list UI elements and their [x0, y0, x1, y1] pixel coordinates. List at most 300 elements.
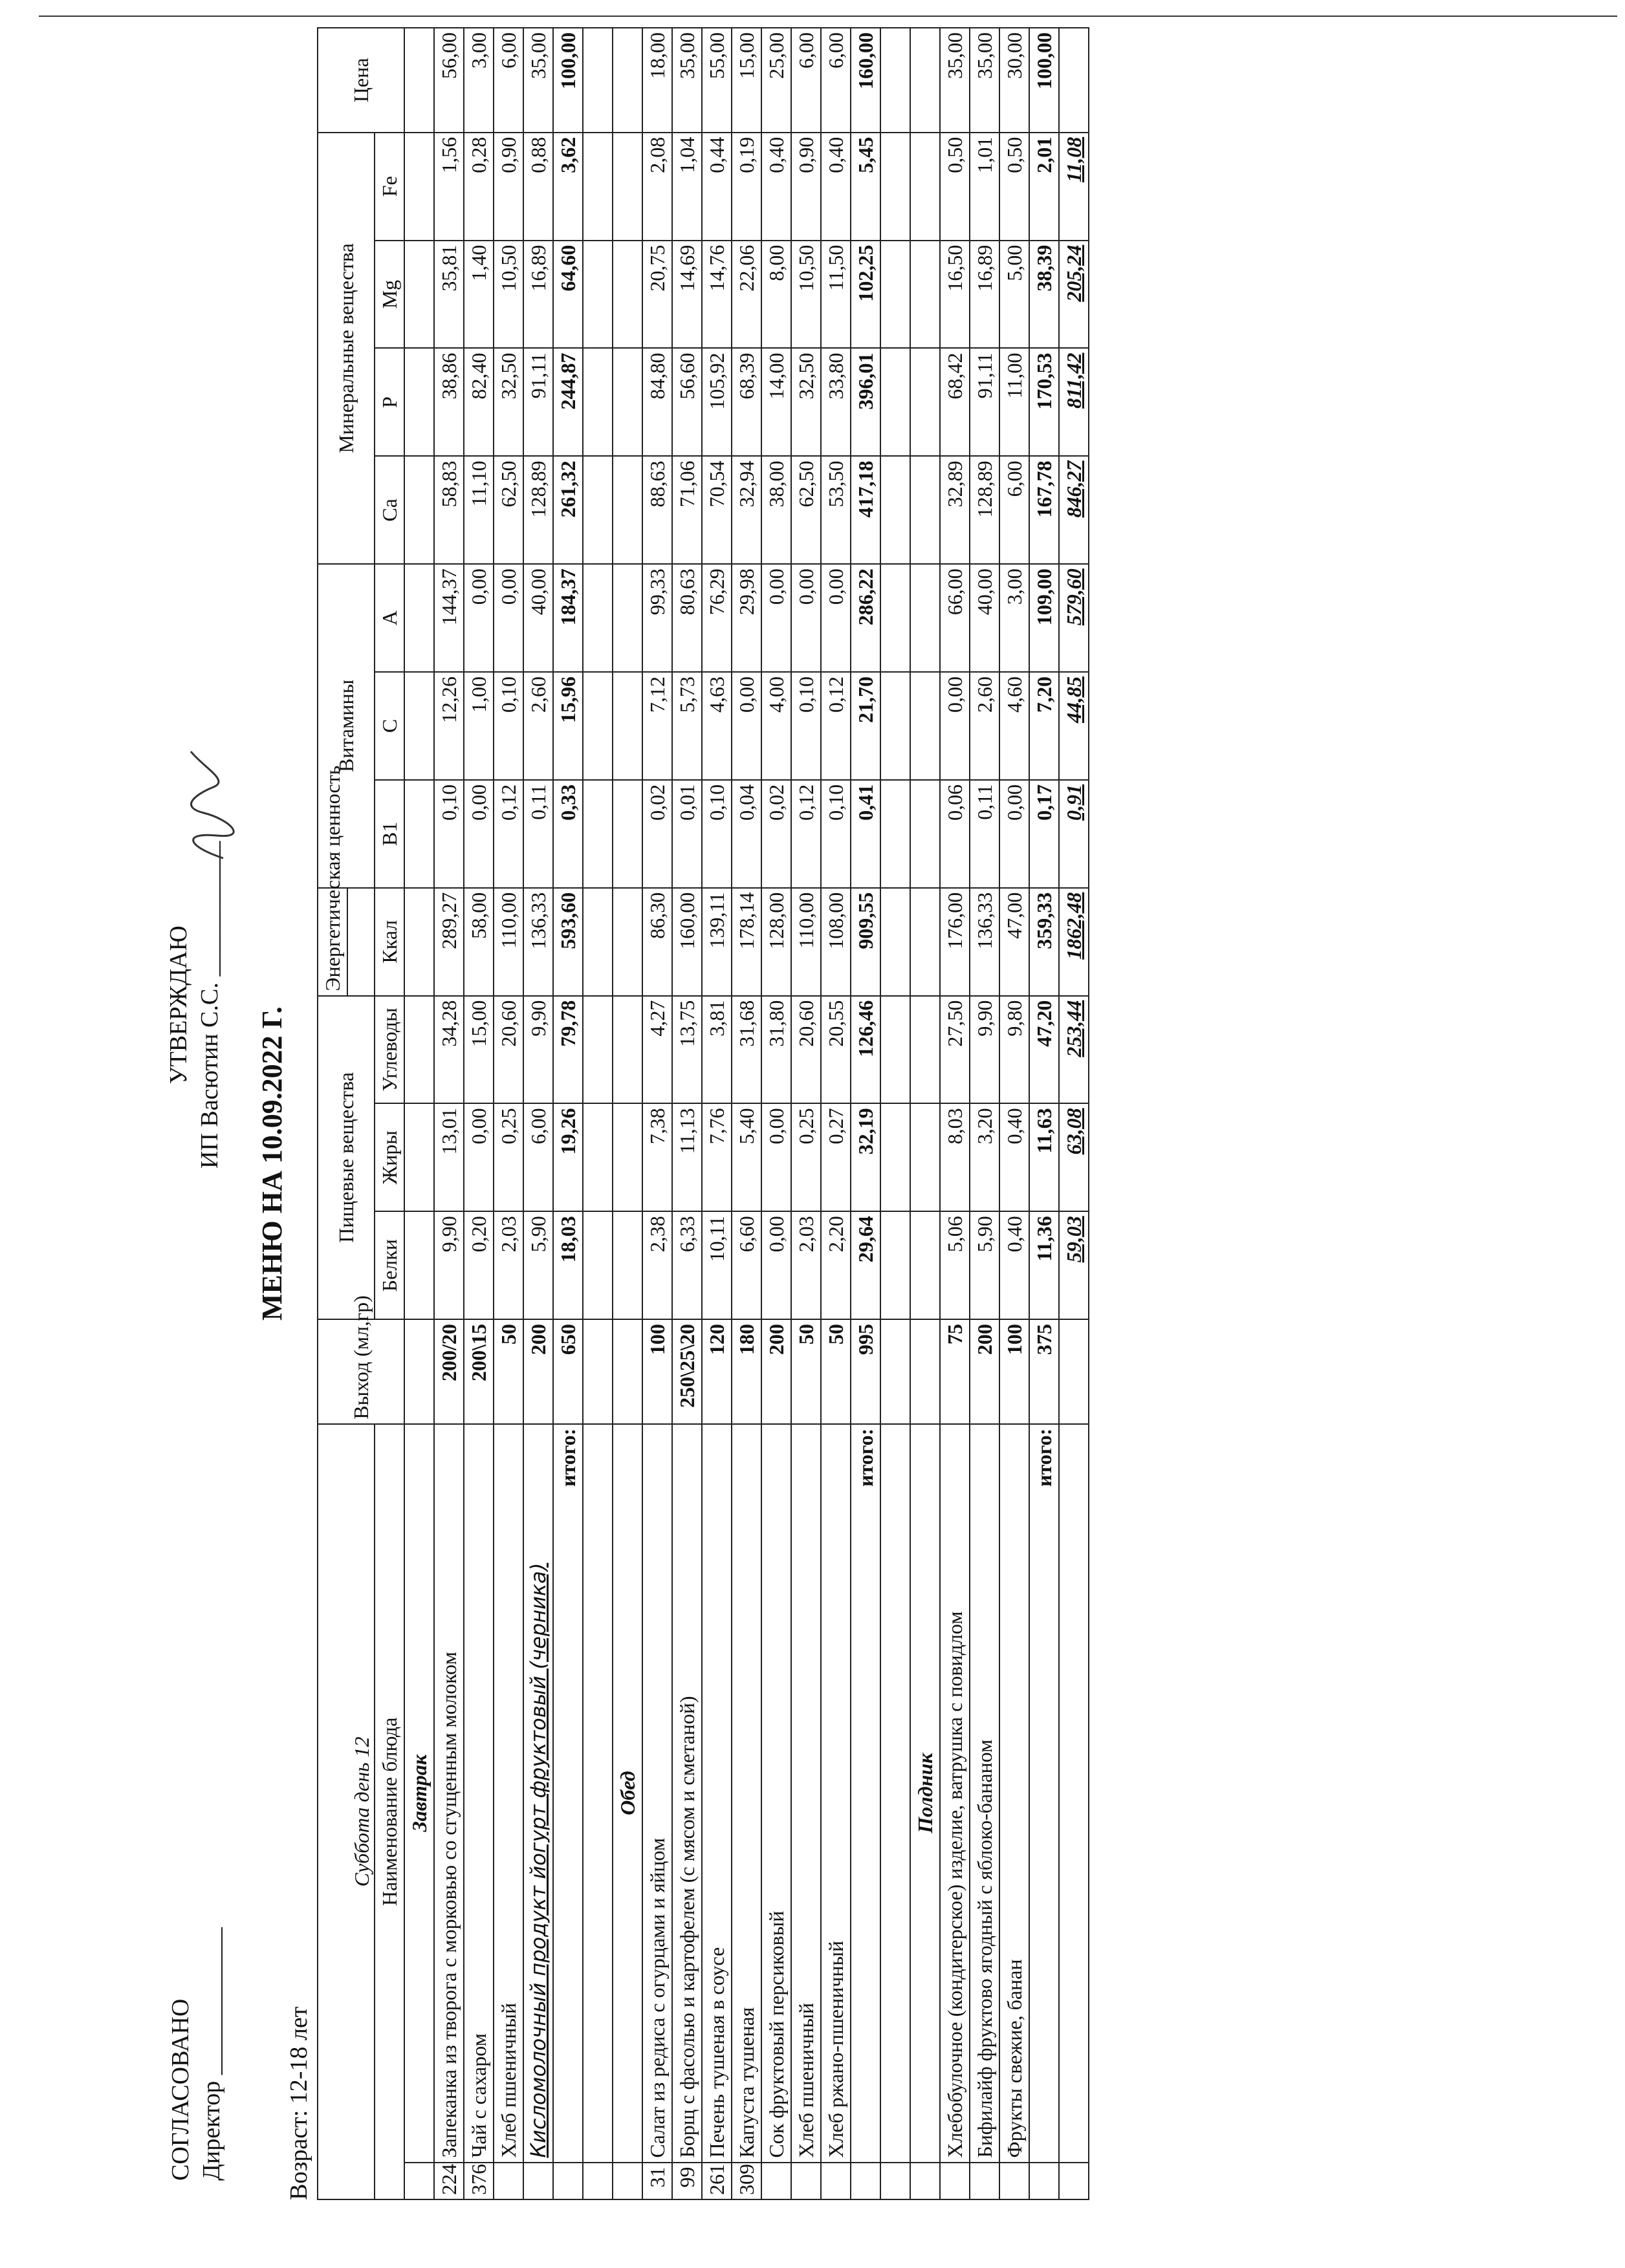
dish-value: 66,00 [940, 564, 970, 672]
empty-cell [583, 133, 613, 241]
empty-cell [910, 1103, 940, 1211]
dish-value: 1,40 [464, 241, 494, 349]
dish-value: 27,50 [940, 996, 970, 1104]
total-yield: 995 [851, 1319, 880, 1424]
dish-value: 0,00 [494, 564, 523, 672]
dish-value: 178,14 [732, 888, 761, 996]
dish-value: 4,27 [642, 996, 672, 1104]
dish-value: 1,01 [970, 133, 999, 241]
dish-name: Хлеб пшеничный [791, 1424, 821, 2163]
dish-value: 10,50 [791, 241, 821, 349]
total-row [851, 28, 880, 2199]
grand-total-value: 63,08 [1059, 1103, 1089, 1211]
dish-value: 0,10 [494, 672, 523, 780]
dish-value: 88,63 [642, 456, 672, 564]
empty-cell [583, 888, 613, 996]
dish-value: 9,90 [523, 996, 553, 1104]
dish-name: Хлеб ржано-пшеничный [821, 1424, 851, 2163]
dish-code [761, 2163, 791, 2199]
dish-value: 14,00 [761, 348, 791, 456]
dish-row [434, 28, 464, 2199]
empty-cell [880, 456, 910, 564]
dish-value: 8,03 [940, 1103, 970, 1211]
dish-value: 31,80 [761, 996, 791, 1104]
dish-yield: 200/20 [434, 1319, 464, 1424]
dish-value: 0,50 [999, 133, 1029, 241]
group-minerals: Минеральные вещества [318, 133, 375, 564]
director-label: Директор ____________ [198, 1927, 225, 2181]
dish-value: 25,00 [761, 28, 791, 133]
dish-value: 0,90 [791, 133, 821, 241]
dish-value: 0,88 [523, 133, 553, 241]
dish-value: 0,10 [791, 672, 821, 780]
dish-value: 0,04 [732, 780, 761, 888]
empty-cell [910, 564, 940, 672]
empty-cell [404, 672, 434, 780]
empty-cell [613, 672, 642, 780]
dish-value: 58,83 [434, 456, 464, 564]
col-kcal: Ккал [375, 888, 404, 996]
dish-value: 3,00 [999, 564, 1029, 672]
empty-cell [910, 28, 940, 133]
empty-cell [583, 348, 613, 456]
total-value: 11,36 [1029, 1211, 1059, 1319]
total-value: 11,63 [1029, 1103, 1059, 1211]
dish-value: 136,33 [970, 888, 999, 996]
dish-row [494, 28, 523, 2199]
dish-value: 13,75 [672, 996, 702, 1104]
empty-cell [880, 1319, 910, 1424]
dish-row [821, 28, 851, 2199]
dish-value: 16,50 [940, 241, 970, 349]
dish-value: 0,50 [940, 133, 970, 241]
dish-row [702, 28, 732, 2199]
dish-value: 71,06 [672, 456, 702, 564]
dish-code [494, 2163, 523, 2199]
dish-name: Бифилайф фруктово ягодный с яблоко-бананом [970, 1424, 999, 2163]
dish-value: 11,13 [672, 1103, 702, 1211]
dish-value: 91,11 [970, 348, 999, 456]
dish-value: 0,00 [464, 1103, 494, 1211]
empty-cell [910, 1319, 940, 1424]
empty-cell [880, 28, 910, 133]
dish-value: 0,00 [791, 564, 821, 672]
dish-value: 2,38 [642, 1211, 672, 1319]
dish-value: 105,92 [702, 348, 732, 456]
empty-cell [880, 564, 910, 672]
dish-value: 6,33 [672, 1211, 702, 1319]
grand-total-row [1059, 28, 1089, 2199]
total-value: 170,53 [1029, 348, 1059, 456]
dish-yield: 200 [523, 1319, 553, 1424]
total-value: 38,39 [1029, 241, 1059, 349]
total-row [553, 28, 583, 2199]
total-value: 21,70 [851, 672, 880, 780]
grand-total-value: 11,08 [1059, 133, 1089, 241]
dish-value: 32,94 [732, 456, 761, 564]
dish-value: 6,00 [821, 28, 851, 133]
empty-cell [880, 996, 910, 1104]
empty-cell [583, 1424, 613, 2163]
dish-value: 0,00 [940, 672, 970, 780]
empty-cell [613, 888, 642, 996]
empty-cell [880, 672, 910, 780]
dish-value: 10,50 [494, 241, 523, 349]
group-nutrients: Пищевые вещества [318, 996, 375, 1320]
dish-value: 35,81 [434, 241, 464, 349]
dish-value: 14,69 [672, 241, 702, 349]
total-label: итого: [1029, 1424, 1059, 2163]
grand-total-value: 846,27 [1059, 456, 1089, 564]
empty-cell [880, 888, 910, 996]
dish-value: 20,55 [821, 996, 851, 1104]
dish-value: 0,40 [999, 1103, 1029, 1211]
col-a: A [375, 564, 404, 672]
dish-value: 5,40 [732, 1103, 761, 1211]
dish-value: 5,06 [940, 1211, 970, 1319]
dish-value: 40,00 [970, 564, 999, 672]
total-yield: 375 [1029, 1319, 1059, 1424]
dish-value: 5,90 [523, 1211, 553, 1319]
dish-row [523, 28, 553, 2199]
group-energy: Энергетическая ценность [318, 888, 347, 996]
empty-cell [613, 1319, 642, 1424]
grand-total-value: 253,44 [1059, 996, 1089, 1104]
dish-value: 15,00 [464, 996, 494, 1104]
dish-value: 289,27 [434, 888, 464, 996]
dish-row [761, 28, 791, 2199]
code-cell [910, 2163, 940, 2199]
total-value: 126,46 [851, 996, 880, 1104]
total-value: 359,33 [1029, 888, 1059, 996]
dish-value: 9,90 [970, 996, 999, 1104]
empty-cell [583, 1103, 613, 1211]
dish-value: 86,30 [642, 888, 672, 996]
dish-value: 20,60 [494, 996, 523, 1104]
dish-yield: 180 [732, 1319, 761, 1424]
section-title: Полдник [910, 1424, 940, 2163]
dish-value: 0,12 [791, 780, 821, 888]
dish-row [999, 28, 1029, 2199]
dish-code: 261 [702, 2163, 732, 2199]
dish-value: 5,00 [999, 241, 1029, 349]
empty-cell [613, 348, 642, 456]
total-value: 32,19 [851, 1103, 880, 1211]
dish-value: 11,50 [821, 241, 851, 349]
total-value: 109,00 [1029, 564, 1059, 672]
dish-row [642, 28, 672, 2199]
dish-value: 0,27 [821, 1103, 851, 1211]
dish-value: 0,01 [672, 780, 702, 888]
dish-value: 136,33 [523, 888, 553, 996]
total-value: 2,01 [1029, 133, 1059, 241]
empty-cell [583, 28, 613, 133]
dish-value: 1,04 [672, 133, 702, 241]
dish-value: 0,28 [464, 133, 494, 241]
empty-cell [404, 888, 434, 996]
empty-cell [613, 564, 642, 672]
dish-value: 0,44 [702, 133, 732, 241]
dish-value: 3,20 [970, 1103, 999, 1211]
dish-value: 32,50 [791, 348, 821, 456]
section-title: Обед [613, 1424, 642, 2163]
dish-value: 7,38 [642, 1103, 672, 1211]
empty-cell [404, 996, 434, 1104]
code-cell [613, 2163, 642, 2199]
total-value: 0,33 [553, 780, 583, 888]
dish-value: 160,00 [672, 888, 702, 996]
dish-value: 33,80 [821, 348, 851, 456]
dish-row [970, 28, 999, 2199]
dish-value: 110,00 [791, 888, 821, 996]
dish-value: 91,11 [523, 348, 553, 456]
dish-value: 0,40 [999, 1211, 1029, 1319]
dish-value: 0,19 [732, 133, 761, 241]
empty-cell [1059, 28, 1089, 133]
empty-cell [880, 1103, 910, 1211]
empty-cell [583, 2163, 613, 2199]
section-row [910, 28, 940, 2199]
dish-value: 35,00 [970, 28, 999, 133]
dish-value: 5,73 [672, 672, 702, 780]
code-cell [553, 2163, 583, 2199]
empty-cell [404, 348, 434, 456]
dish-value: 6,00 [999, 456, 1029, 564]
empty-cell [613, 780, 642, 888]
day-label: Суббота день 12 [350, 1736, 373, 1887]
empty-cell [404, 564, 434, 672]
dish-value: 0,00 [464, 780, 494, 888]
empty-cell [1059, 1319, 1089, 1424]
dish-value: 35,00 [672, 28, 702, 133]
empty-cell [910, 888, 940, 996]
total-label: итого: [553, 1424, 583, 2163]
total-value: 79,78 [553, 996, 583, 1104]
dish-value: 128,89 [523, 456, 553, 564]
empty-cell [910, 133, 940, 241]
dish-value: 7,12 [642, 672, 672, 780]
dish-value: 55,00 [702, 28, 732, 133]
dish-value: 38,00 [761, 456, 791, 564]
total-value: 593,60 [553, 888, 583, 996]
grand-total-value: 44,85 [1059, 672, 1089, 780]
dish-value: 0,90 [494, 133, 523, 241]
dish-value: 4,63 [702, 672, 732, 780]
grand-total-value: 205,24 [1059, 241, 1089, 349]
dish-name: Печень тушеная в соусе [702, 1424, 732, 2163]
ip-label: ИП Васютин С.С. ___________ [196, 841, 223, 1169]
dish-value: 0,20 [464, 1211, 494, 1319]
dish-name: Запеканка из творога с морковью со сгущенным молоком [434, 1424, 464, 2163]
empty-cell [404, 241, 434, 349]
dish-value: 2,03 [494, 1211, 523, 1319]
dish-value: 99,33 [642, 564, 672, 672]
grand-total-value: 811,42 [1059, 348, 1089, 456]
dish-value: 35,00 [940, 28, 970, 133]
dish-yield: 200 [761, 1319, 791, 1424]
dish-value: 6,60 [732, 1211, 761, 1319]
menu-body [404, 28, 1089, 2199]
dish-value: 110,00 [494, 888, 523, 996]
empty-cell [613, 28, 642, 133]
dish-row [791, 28, 821, 2199]
menu-table [317, 27, 1089, 2200]
dish-code: 224 [434, 2163, 464, 2199]
group-vitamins: Витамины [318, 564, 375, 888]
empty-cell [910, 996, 940, 1104]
dish-row [732, 28, 761, 2199]
dish-value: 0,10 [434, 780, 464, 888]
dish-yield: 200\15 [464, 1319, 494, 1424]
col-ca: Ca [375, 456, 404, 564]
total-value: 0,17 [1029, 780, 1059, 888]
empty-cell [583, 564, 613, 672]
dish-yield: 75 [940, 1319, 970, 1424]
dish-value: 68,42 [940, 348, 970, 456]
dish-code: 309 [732, 2163, 761, 2199]
page-title: МЕНЮ НА 10.09.2022 Г. [256, 1006, 288, 1321]
empty-cell [583, 672, 613, 780]
total-value: 417,18 [851, 456, 880, 564]
empty-cell [910, 1211, 940, 1319]
total-value: 18,03 [553, 1211, 583, 1319]
dish-value: 0,12 [494, 780, 523, 888]
empty-cell [583, 1211, 613, 1319]
dish-yield: 50 [821, 1319, 851, 1424]
dish-name: Салат из редиса с огурцами и яйцом [642, 1424, 672, 2163]
dish-yield: 100 [999, 1319, 1029, 1424]
grand-total-value: 0,91 [1059, 780, 1089, 888]
col-price: Цена [318, 28, 404, 133]
dish-value: 3,81 [702, 996, 732, 1104]
dish-value: 10,11 [702, 1211, 732, 1319]
grand-total-value: 1862,48 [1059, 888, 1089, 996]
dish-value: 2,20 [821, 1211, 851, 1319]
dish-value: 1,56 [434, 133, 464, 241]
empty-cell [880, 2163, 910, 2199]
col-b1: B1 [375, 780, 404, 888]
dish-yield: 100 [642, 1319, 672, 1424]
dish-value: 139,11 [702, 888, 732, 996]
section-row [613, 28, 642, 2199]
dish-value: 0,00 [821, 564, 851, 672]
total-value: 15,96 [553, 672, 583, 780]
total-value: 396,01 [851, 348, 880, 456]
dish-value: 76,29 [702, 564, 732, 672]
dish-value: 0,10 [702, 780, 732, 888]
code-cell [1059, 2163, 1089, 2199]
empty-cell [880, 241, 910, 349]
col-fe: Fe [375, 133, 404, 241]
total-value: 909,55 [851, 888, 880, 996]
dish-name: Хлеб пшеничный [494, 1424, 523, 2163]
total-value: 3,62 [553, 133, 583, 241]
dish-value: 9,80 [999, 996, 1029, 1104]
dish-value: 0,40 [761, 133, 791, 241]
dish-value: 0,02 [642, 780, 672, 888]
empty-cell [404, 1319, 434, 1424]
empty-cell [404, 456, 434, 564]
dish-value: 14,76 [702, 241, 732, 349]
dish-value: 82,40 [464, 348, 494, 456]
empty-cell [910, 241, 940, 349]
col-carbs: Углеводы [375, 996, 404, 1104]
grand-total-value: 579,60 [1059, 564, 1089, 672]
dish-value: 8,00 [761, 241, 791, 349]
total-value: 167,78 [1029, 456, 1059, 564]
dish-row [464, 28, 494, 2199]
dish-value: 15,00 [732, 28, 761, 133]
section-title: Завтрак [404, 1424, 434, 2163]
dish-value: 0,00 [464, 564, 494, 672]
col-c: C [375, 672, 404, 780]
dish-code [523, 2163, 553, 2199]
grand-total-value: 59,03 [1059, 1211, 1089, 1319]
dish-value: 32,50 [494, 348, 523, 456]
empty-cell [1059, 1424, 1089, 2163]
code-cell [851, 2163, 880, 2199]
dish-value: 16,89 [523, 241, 553, 349]
total-value: 0,41 [851, 780, 880, 888]
dish-value: 176,00 [940, 888, 970, 996]
dish-value: 0,06 [940, 780, 970, 888]
agreed-label: СОГЛАСОВАНО [167, 1998, 194, 2181]
dish-yield: 50 [791, 1319, 821, 1424]
dish-value: 0,25 [494, 1103, 523, 1211]
empty-cell [613, 241, 642, 349]
total-value: 261,32 [553, 456, 583, 564]
dish-value: 4,60 [999, 672, 1029, 780]
empty-cell [583, 780, 613, 888]
dish-value: 2,60 [523, 672, 553, 780]
total-yield: 650 [553, 1319, 583, 1424]
empty-cell [583, 241, 613, 349]
dish-value: 40,00 [523, 564, 553, 672]
total-value: 100,00 [553, 28, 583, 133]
dish-value: 0,12 [821, 672, 851, 780]
dish-code: 31 [642, 2163, 672, 2199]
dish-yield: 120 [702, 1319, 732, 1424]
dish-name: Капуста тушеная [732, 1424, 761, 2163]
dish-value: 35,00 [523, 28, 553, 133]
dish-value: 18,00 [642, 28, 672, 133]
empty-cell [613, 133, 642, 241]
col-name: Наименование блюда [375, 1424, 404, 2199]
dish-value: 0,40 [821, 133, 851, 241]
empty-cell [613, 456, 642, 564]
code-cell [1029, 2163, 1059, 2199]
empty-cell [880, 133, 910, 241]
empty-cell [910, 780, 940, 888]
dish-value: 0,00 [732, 672, 761, 780]
empty-cell [613, 996, 642, 1104]
dish-value: 5,90 [970, 1211, 999, 1319]
empty-cell [613, 1103, 642, 1211]
dish-value: 4,00 [761, 672, 791, 780]
empty-cell [880, 1424, 910, 2163]
approved-block [163, 841, 225, 1169]
empty-cell [880, 1211, 910, 1319]
total-value: 244,87 [553, 348, 583, 456]
empty-cell [910, 348, 940, 456]
total-value: 184,37 [553, 564, 583, 672]
col-fat: Жиры [375, 1103, 404, 1211]
dish-name: Борщ с фасолью и картофелем (с мясом и сметаной) [672, 1424, 702, 2163]
dish-value: 12,26 [434, 672, 464, 780]
dish-code [999, 2163, 1029, 2199]
code-cell [404, 2163, 434, 2199]
dish-row [672, 28, 702, 2199]
